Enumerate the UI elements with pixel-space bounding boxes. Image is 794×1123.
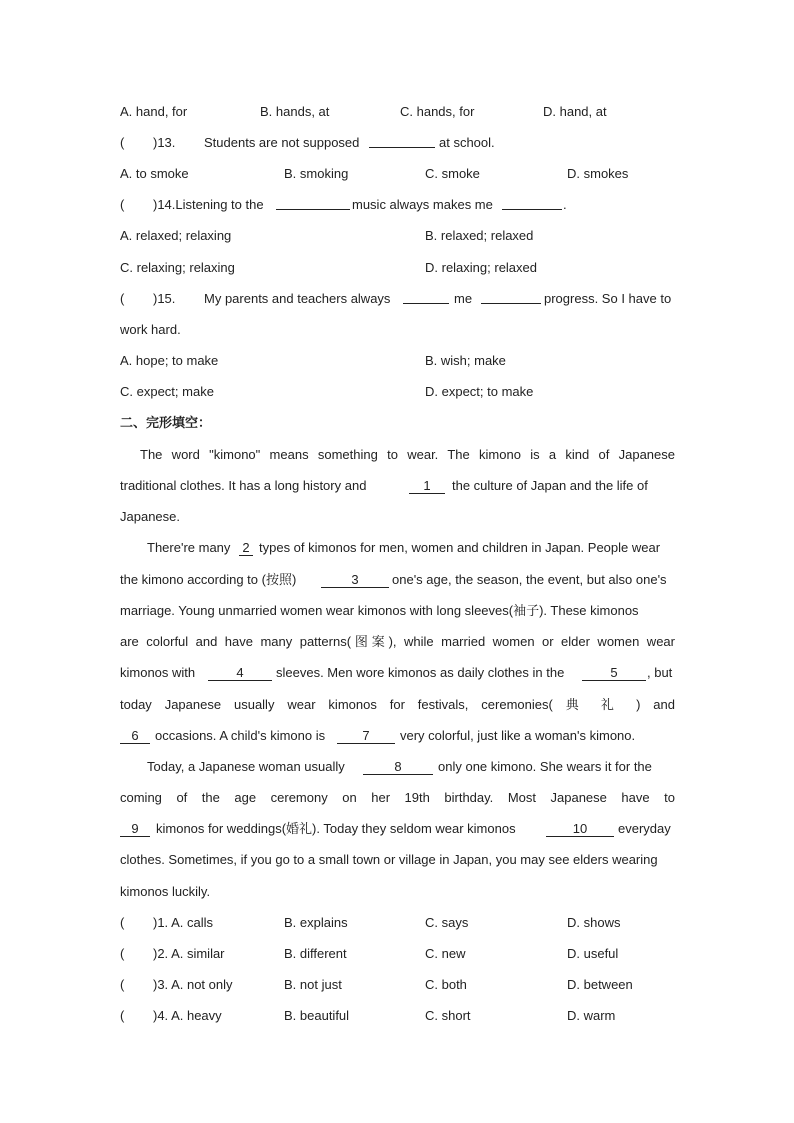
cloze-blank-5 [582,663,646,683]
passage-text: traditional clothes. It has a long history and [120,478,367,493]
passage-text: the culture of Japan and the life of [452,478,648,493]
q14-stem-a: music always makes me [352,197,493,212]
passage-p3-line4: clothes. Sometimes, if you go to a small town or village in Japan, you may see elders wearing [120,852,658,867]
q14-options-row1 [120,226,675,246]
cloze-question-option-b: B. explains [284,915,348,930]
passage-p2-line7 [120,726,675,746]
q13-stem-a: Students are not supposed [204,135,360,150]
q13-options [120,164,675,184]
cloze-blank-3 [321,570,389,590]
cloze-blank-6 [120,726,150,746]
passage-p2-line4: are colorful and have many patterns(图案), while married women or elder women wear [120,634,675,649]
q13-option-b: B. smoking [284,166,349,181]
passage-p2-line5 [120,663,675,683]
q13-stem [120,133,675,153]
q12-option-d: D. hand, at [543,104,607,119]
passage-text: Today, a Japanese woman usually [147,759,345,774]
cloze-blank-number: 4 [208,666,272,681]
cloze-question-option-d: D. useful [567,946,619,961]
passage-text: types of kimonos for men, women and children in Japan. People wear [259,540,661,555]
cloze-blank-number: 3 [321,573,389,588]
passage-text: only one kimono. She wears it for the [438,759,652,774]
q15-options-row2 [120,382,675,402]
q15-paren-open: ( [120,291,125,306]
q15-number: )15. [153,291,176,306]
cloze-question-option-b: B. different [284,946,347,961]
q15-option-c: C. expect; make [120,384,214,399]
cloze-question-1 [120,913,675,933]
q15-stem-cont [120,320,675,340]
q12-option-b: B. hands, at [260,104,330,119]
q14-option-d: D. relaxing; relaxed [425,260,537,275]
q15-stem-d: work hard. [120,322,181,337]
passage-p3-line3 [120,819,675,839]
q12-option-a: A. hand, for [120,104,188,119]
q15-option-d: D. expect; to make [425,384,534,399]
q14-stem [120,195,675,215]
cloze-question-4 [120,1006,675,1026]
cloze-question-3 [120,975,675,995]
q14-blank-2 [502,195,562,216]
section-title: 二、完形填空： [120,415,212,430]
paren-open: ( [120,946,125,961]
q13-number: )13. [153,135,176,150]
passage-p1-line2 [120,476,675,496]
cloze-question-2 [120,944,675,964]
q14-number: )14.Listening to the [153,197,264,212]
q14-blank-1 [276,195,350,216]
cloze-blank-number: 9 [120,822,150,837]
passage-p3-line1 [120,757,675,777]
q12-options [120,102,675,122]
cloze-blank-7 [337,726,395,746]
q15-stem-c: progress. So I have to [544,291,672,306]
q15-blank-2 [481,289,541,310]
cloze-blank-number: 5 [582,666,646,681]
q14-option-c: C. relaxing; relaxing [120,260,235,275]
passage-text: sleeves. Men wore kimonos as daily clothes in the [276,665,565,680]
cloze-blank-10 [546,819,614,839]
paren-open: ( [120,915,125,930]
q15-stem [120,289,675,309]
cloze-blank-number: 7 [337,729,395,744]
q14-paren-open: ( [120,197,125,212]
cloze-question-option-b: B. beautiful [284,1008,350,1023]
q13-paren-open: ( [120,135,125,150]
cloze-question-option-d: D. shows [567,915,621,930]
cloze-question-option-b: B. not just [284,977,342,992]
cloze-question-option-d: D. warm [567,1008,616,1023]
cloze-question-option-a: )3. A. not only [153,977,233,992]
cloze-blank-number: 1 [409,479,445,494]
q13-option-d: D. smokes [567,166,629,181]
passage-p2-line6: today Japanese usually wear kimonos for festivals, ceremonies( 典 礼 ) and [120,697,675,712]
passage-p1-line1: The word "kimono" means something to wear. The kimono is a kind of Japanese [140,447,675,462]
paren-open: ( [120,977,125,992]
cloze-question-option-c: C. both [425,977,467,992]
passage-text: the kimono according to (按照) [120,572,297,587]
q15-option-b: B. wish; make [425,353,506,368]
cloze-question-option-a: )4. A. heavy [153,1008,222,1023]
cloze-blank-8 [363,757,433,777]
q14-option-b: B. relaxed; relaxed [425,228,534,243]
q15-stem-a: My parents and teachers always [204,291,391,306]
passage-p3-line5: kimonos luckily. [120,884,211,899]
q15-stem-b: me [454,291,473,306]
cloze-blank-9 [120,819,150,839]
passage-text: very colorful, just like a woman's kimono. [400,728,636,743]
cloze-question-option-a: )2. A. similar [153,946,225,961]
passage-text: everyday [618,821,671,836]
q12-option-c: C. hands, for [400,104,475,119]
q15-options-row1 [120,351,675,371]
passage-text: occasions. A child's kimono is [155,728,326,743]
cloze-question-option-d: D. between [567,977,633,992]
passage-p1-line3: Japanese. [120,509,180,524]
passage-p2-line2 [120,570,675,590]
cloze-blank-number: 6 [120,729,150,744]
passage-text: There're many [147,540,231,555]
cloze-blank-1 [409,476,445,496]
passage-p2-line1 [120,538,675,558]
q14-option-a: A. relaxed; relaxing [120,228,232,243]
paren-open: ( [120,1008,125,1023]
passage-p2-line3: marriage. Young unmarried women wear kimonos with long sleeves(袖子). These kimonos [120,603,639,618]
cloze-blank-number: 10 [546,822,614,837]
passage-text: , but [647,665,673,680]
q13-option-c: C. smoke [425,166,480,181]
cloze-question-option-c: C. short [425,1008,471,1023]
cloze-question-option-c: C. says [425,915,469,930]
passage-text: kimonos for weddings(婚礼). Today they seldom wear kimonos [156,821,516,836]
cloze-blank-number: 2 [239,541,253,556]
q14-stem-b: . [563,197,567,212]
q13-option-a: A. to smoke [120,166,189,181]
q15-option-a: A. hope; to make [120,353,219,368]
passage-text: one's age, the season, the event, but also one's [392,572,667,587]
cloze-question-option-a: )1. A. calls [153,915,213,930]
q15-blank-1 [403,289,449,310]
q13-blank [369,133,435,154]
cloze-blank-2 [239,538,253,558]
cloze-question-option-c: C. new [425,946,466,961]
cloze-blank-number: 8 [363,760,433,775]
passage-text: kimonos with [120,665,196,680]
cloze-blank-4 [208,663,272,683]
q13-stem-b: at school. [439,135,495,150]
q14-options-row2 [120,258,675,278]
passage-p3-line2: coming of the age ceremony on her 19th birthday. Most Japanese have to [120,790,675,805]
